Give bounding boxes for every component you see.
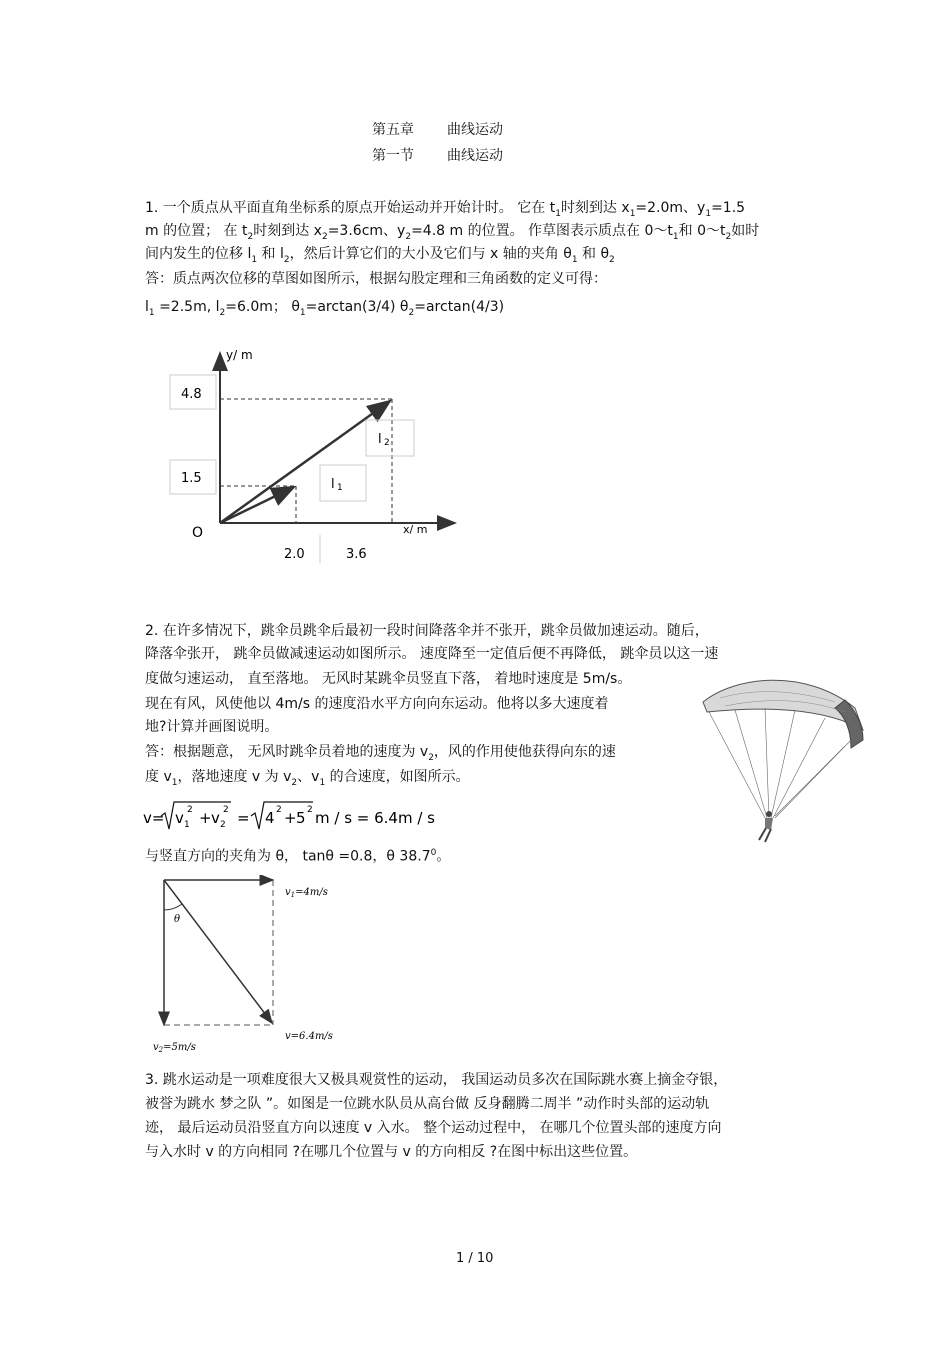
v-label: v=6.4m/s [285, 1031, 333, 1042]
q1-answer: 答：质点两次位移的草图如图所示，根据勾股定理和三角函数的定义可得： [145, 271, 607, 287]
l1-label: l [331, 477, 335, 492]
canopy-edge [835, 700, 863, 748]
svg-text:2: 2 [220, 820, 226, 830]
velocity-formula [143, 796, 443, 836]
section-title: 曲线运动 [447, 148, 503, 164]
v1-label: $v_1=4m/s$ [285, 887, 328, 899]
formula-prefix: v= [143, 809, 165, 827]
x-tick-3.6: 3.6 [346, 547, 367, 562]
x-axis-label: x/ m [403, 523, 428, 536]
formula-4: 4 [265, 809, 275, 827]
y-tick-1.5: 1.5 [181, 471, 202, 486]
q2-line1: 2. 在许多情况下，跳伞员跳伞后最初一段时间降落伞并不张开，跳伞员做加速运动。随后， [145, 623, 709, 639]
paraglider-illustration [695, 668, 870, 848]
l2-vector [220, 401, 390, 523]
q1-line1: 1. 一个质点从平面直角坐标系的原点开始运动并开始计时。 它在 $t_1$时刻到达 $x_1=2.0m$、$y_1=1.5$ [145, 200, 746, 219]
formula-5: 5 [296, 809, 306, 827]
l1-vector [220, 487, 294, 523]
theta-label: θ [174, 914, 181, 925]
v-vector [164, 880, 272, 1023]
velocity-figure [145, 875, 355, 1055]
q2-line2: 降落伞张开， 跳伞员做减速运动如图所示。 速度降至一定值后便不再降低， 跳伞员以这一速 [145, 646, 719, 662]
l1-sub: 1 [337, 483, 343, 493]
label-box-l1 [320, 465, 366, 501]
svg-text:2: 2 [223, 805, 229, 815]
q1-line3: 间内发生的位移 $l_1$ 和 $l_2$，然后计算它们的大小及它们与 x 轴的夹角 $\theta_1$ 和 $\theta_2$ [145, 246, 615, 265]
q1-result: $l_1 =2.5m$, $l_2=6.0m$； $\theta_1=\arctan(3/4)$ $\theta_2=\arctan(4/3)$ [145, 299, 505, 318]
y-tick-4.8: 4.8 [181, 387, 202, 402]
chapter-title: 曲线运动 [447, 122, 503, 138]
chapter-label: 第五章 [372, 122, 414, 138]
q3-line4: 与入水时 v 的方向相同 ?在哪几个位置与 v 的方向相反 ?在图中标出这些位置。 [145, 1144, 638, 1160]
x-tick-2.0: 2.0 [284, 547, 305, 562]
formula-v2: v [211, 809, 220, 827]
l2-label: l [378, 432, 382, 447]
formula-v1: v [175, 809, 184, 827]
svg-text:+: + [284, 809, 297, 827]
q2-answer-line2: 度 $v_1$，落地速度 v 为 $v_2$、$v_1$ 的合速度，如图所示。 [145, 769, 470, 788]
v2-label: $v_2=5m/s$ [153, 1042, 196, 1054]
q3-line1: 3. 跳水运动是一项难度很大又极具观赏性的运动， 我国运动员多次在国际跳水赛上摘金夺银， [145, 1072, 728, 1088]
svg-text:2: 2 [187, 805, 193, 815]
q2-line5: 地?计算并画图说明。 [145, 719, 279, 735]
q3-line3: 迹， 最后运动员沿竖直方向以速度 v 入水。 整个运动过程中， 在哪几个位置头部的速度方向 [145, 1120, 722, 1136]
svg-text:2: 2 [276, 805, 282, 815]
svg-text:+: + [199, 809, 212, 827]
q1-line2: m 的位置； 在 $t_2$时刻到达 $x_2=3.6cm$、$y_2=4.8$ m 的位置。 作草图表示质点在 $0\sim t_1$和 $0\sim t_2$如时 [145, 223, 760, 242]
svg-text:1: 1 [184, 820, 190, 830]
q2-line3: 度做匀速运动， 直至落地。 无风时某跳伞员竖直下落， 着地时速度是 5m/s。 [145, 671, 632, 687]
suspension-lines [709, 708, 853, 818]
origin-label: O [192, 525, 204, 541]
q3-line2: 被誉为跳水 梦之队 ”。如图是一位跳水队员从高台做 反身翻腾二周半 ”动作时头部的运动轨 [145, 1096, 710, 1112]
y-axis-label: y/ m [226, 348, 253, 362]
label-box-l2 [366, 420, 414, 456]
page-number: 1 / 10 [456, 1251, 494, 1266]
q2-answer-line1: 答：根据题意， 无风时跳伞员着地的速度为 $v_2$，风的作用使他获得向东的速 [145, 744, 616, 763]
displacement-figure [160, 345, 470, 570]
l2-sub: 2 [384, 438, 390, 448]
formula-result: m / s = 6.4m / s [315, 809, 435, 827]
section-label: 第一节 [372, 148, 414, 164]
q2-angle-line: 与竖直方向的夹角为 θ， tanθ =0.8，θ 38.7$^0$。 [145, 848, 451, 865]
q2-line4: 现在有风，风使他以 4m/s 的速度沿水平方向向东运动。他将以多大速度着 [145, 696, 609, 712]
theta-arc [164, 904, 182, 910]
formula-equals: = [237, 809, 250, 827]
svg-text:2: 2 [307, 805, 313, 815]
